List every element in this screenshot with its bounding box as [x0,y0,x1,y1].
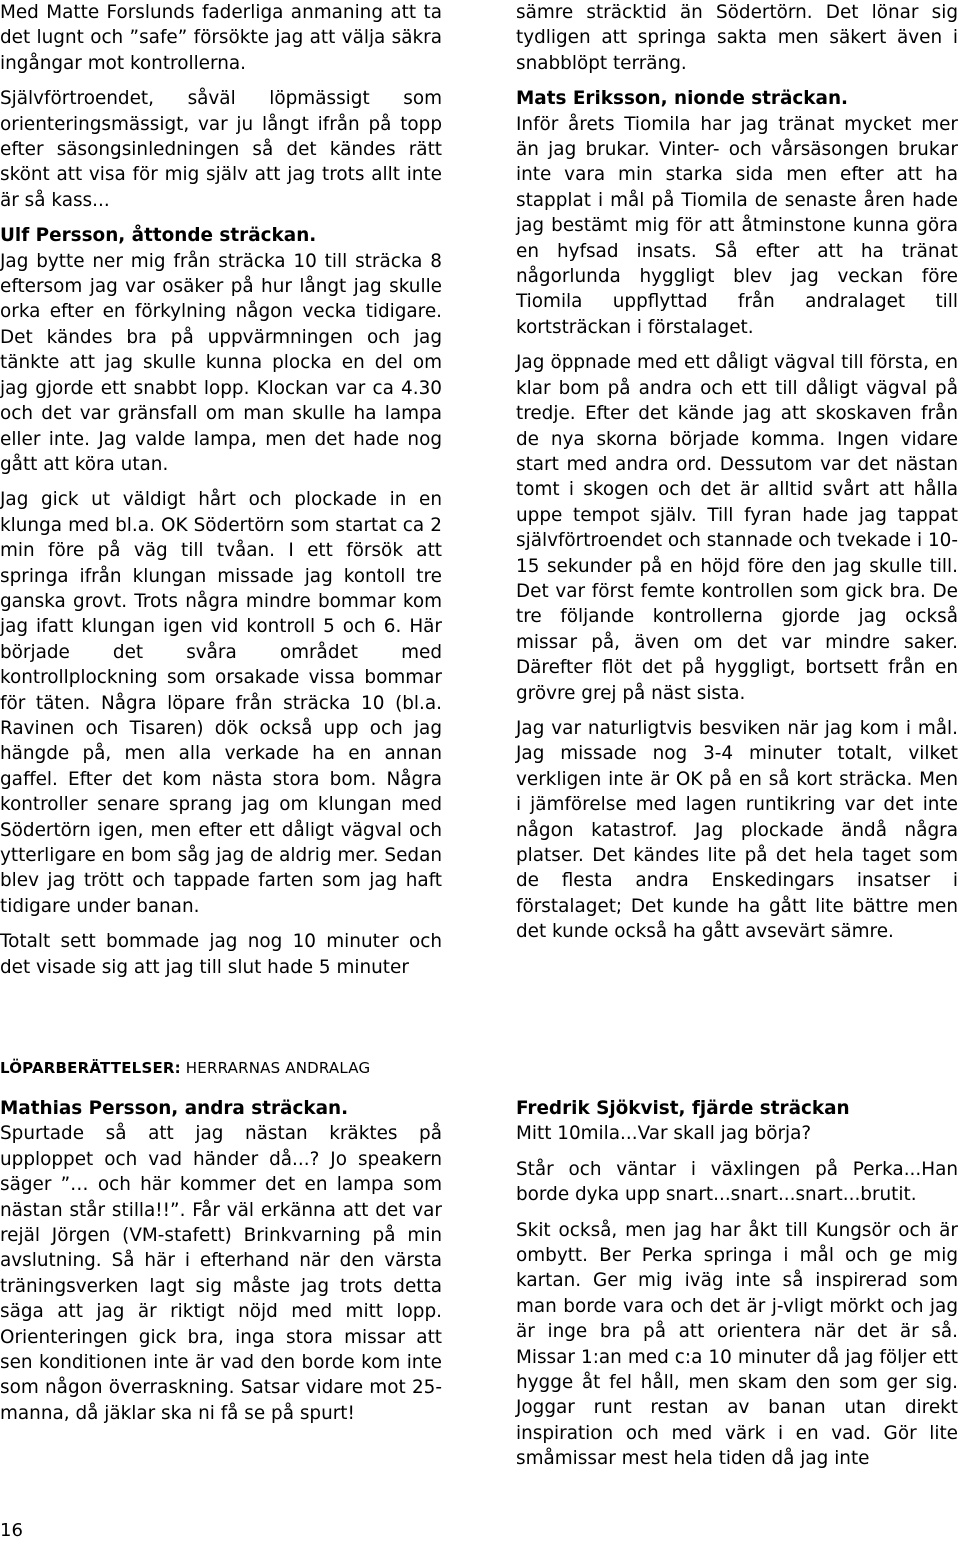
paragraph: Inför årets Tiomila har jag tränat mycket mer än jag brukar. Vinter- och vårsäsongen brukar inte vara min starka sida men efter att ha stapplat i mål på Tiomila de senaste åren hade jag bestämt mig för att åtminstone kunna göra en hyfsad insats. Så efter att ha tränat någorlunda hyggligt blev jag veckan före Tiomila uppflyttad från andralaget till kortsträckan i förstalaget. [516,113,958,338]
paragraph: Står och väntar i växlingen på Perka...Han borde dyka upp snart...snart...snart...brutit. [516,1158,958,1206]
paragraph: Jag bytte ner mig från sträcka 10 till sträcka 8 eftersom jag var osäker på hur långt jag skulle orka efter en förkylning någon vecka tidigare. Det kändes bra på uppvärmningen och jag tänkte att jag skulle kunna plocka en del om jag gjorde ett snabbt lopp. Klockan var ca 4.30 och det var gränsfall om man skulle ha lampa eller inte. Jag valde lampa, men det hade nog gått att köra utan. [0,250,442,475]
page-number: 16 [0,1520,23,1541]
column-top-left [0,0,442,990]
section-heading: Mats Eriksson, nionde sträckan. [516,88,849,110]
paragraph: Med Matte Forslunds faderliga anmaning att ta det lugnt och ”safe” försökte jag att välja säkra ingångar mot kontrollerna. [0,2,442,74]
column-top-right [516,0,958,955]
paragraph: sämre sträcktid än Södertörn. Det lönar sig tydligen att springa sakta men säkert även i snabblöpt terräng. [516,2,958,74]
paragraph: Totalt sett bommade jag nog 10 minuter och det visade sig att jag till slut hade 5 minuter [0,931,442,978]
paragraph: Skit också, men jag har åkt till Kungsör och är ombytt. Ber Perka springa i mål och ge mig kartan. Ger mig iväg inte så inspirerad som man borde vara och det är j-vligt mörkt och jag är inge bra på att orientera när det är så. Missar 1:an med c:a 10 minuter då jag följer ett hygge åt fel håll, men skam den som ger sig. Joggar runt restan av banan utan direkt inspiration och med värk i en vad. Gör lite småmissar mest hela tiden då jag inte [516,1219,958,1470]
paragraph: Spurtade så att jag nästan kräktes på upploppet och vad händer då...? Jo speakern säger ”… och här kommer det en lampa som nästan står stilla!!”. Får väl erkänna att det var rejäl Jörgen (VM-stafett) Brinkvarning på min avslutning. Så här i efterhand när den värsta träningsverken lagt sig måste jag trots detta säga att jag är riktigt nöjd med mitt lopp. Orienteringen gick bra, inga stora missar att sen konditionen inte är vad den borde kom inte som någon överraskning. Satsar vidare mot 25-manna, då jäklar ska ni få se på spurt! [0,1123,442,1424]
paragraph: Jag var naturligtvis besviken när jag kom i mål. Jag missade nog 3-4 minuter totalt, vilket verkligen inte är OK på en så kort sträcka. Men i jämförelse med lagen runtikring var det inte någon katastrof. Jag plockade ändå några platser. Det kändes lite på det hela taget som de flesta andra Enskedingars insatser i förstalaget; Det kunde ha gått lite bättre men det kunde också ha gått avsevärt sämre. [516,717,958,943]
paragraph: Självförtroendet, såväl löpmässigt som orienteringsmässigt, var ju långt ifrån på topp efter säsongsinledningen så det kändes rätt skönt att visa för mig själv att jag trots allt inte är så kass... [0,88,442,211]
section-heading: Fredrik Sjökvist, fjärde sträckan [516,1098,850,1119]
paragraph: Mitt 10mila...Var skall jag börja? [516,1123,812,1145]
column-bottom-right [516,1096,958,1482]
paragraph: Jag öppnade med ett dåligt vägval till första, en klar bom på andra och ett till dåligt vägval på tredje. Efter det kände jag att skoskaven från de nya skorna började komma. Ingen vidare start med andra ord. Dessutom var det nästan tomt i skogen och det är alltid svårt att hålla uppe tempot själv. Till fyran hade jag tappat självförtroendet och stannade och tvekade i 10-15 sekunder på en höjd före den jag skulle till. Det var först femte kontrollen som gick bra. De tre följande kontrollerna gjorde jag också missar på, även om det var mindre saker. Därefter flöt det på hyggligt, bortsett från en grövre grej på näst sista. [516,352,958,704]
section-header-label: LÖPARBERÄTTELSER: [0,1059,181,1077]
column-bottom-left [0,1096,442,1436]
section-header-title: HERRARNAS ANDRALAG [180,1059,371,1077]
paragraph: Jag gick ut väldigt hårt och plockade in en klunga med bl.a. OK Södertörn som startat ca 2 min före på väg till tvåan. I ett försök att springa ifrån klungan missade jag kontoll tre ganska grovt. Trots några mindre bommar kom jag ifatt klungan igen vid kontroll 5 och 6. Här började det svåra området med kontrollplockning som orsakade vissa bommar för täten. Några löpare från sträcka 10 (bl.a. Ravinen och Tisaren) dök också upp och jag hängde på, men alla verkade ha en annan gaffel. Efter det kom nästa stora bom. Några kontroller senare sprang jag om klungan med Södertörn igen, men efter ett dåligt vägval och ytterligare en bom såg jag de aldrig mer. Sedan blev jag trött och tappade farten som jag haft tidigare under banan. [0,489,442,917]
section-heading: Mathias Persson, andra sträckan. [0,1098,349,1119]
section-header [0,1058,700,1078]
section-heading: Ulf Persson, åttonde sträckan. [0,225,317,247]
